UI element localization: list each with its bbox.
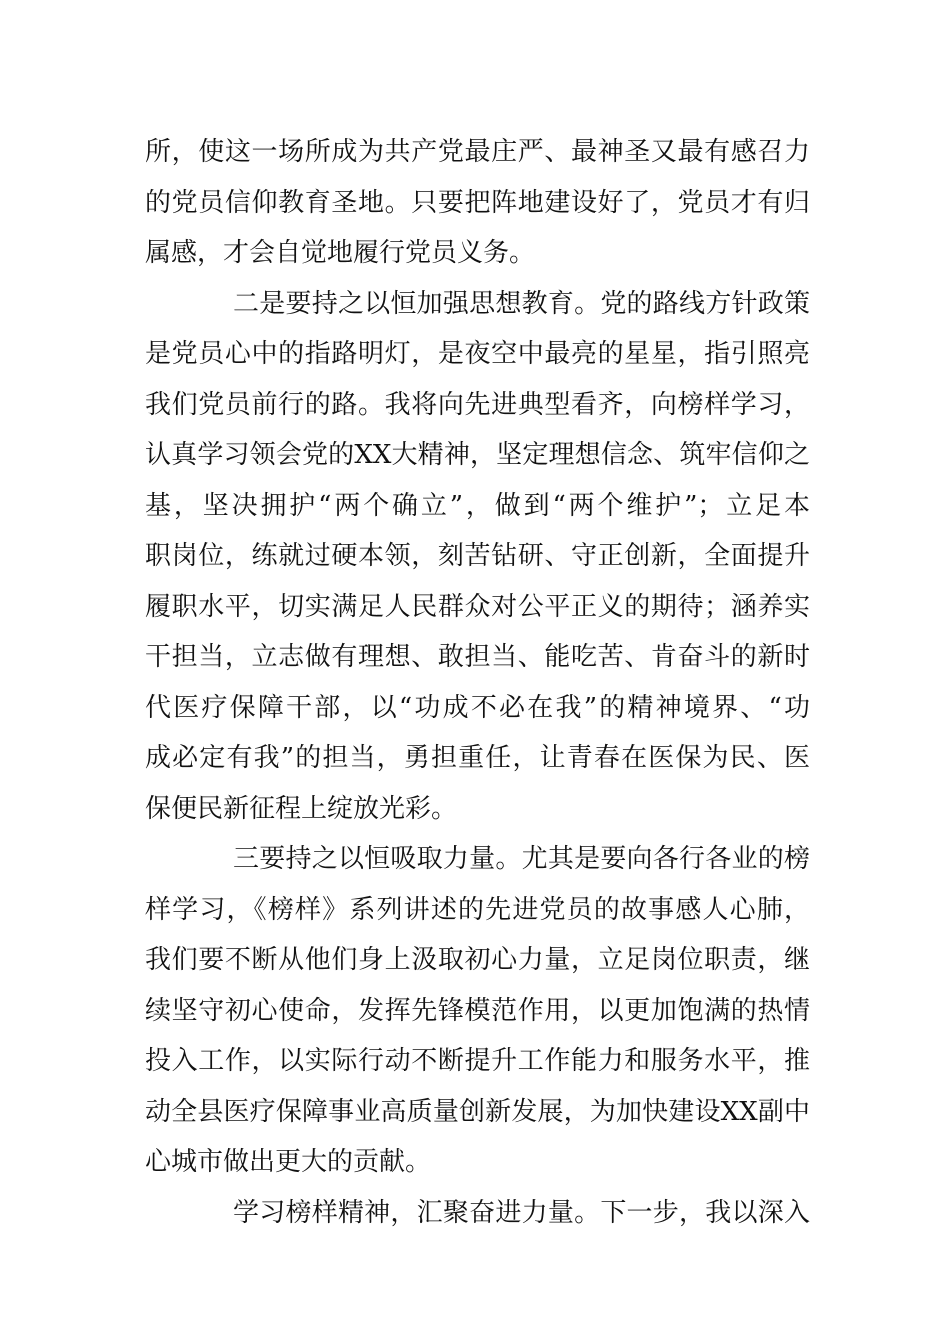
text-line: 学习榜样精神，汇聚奋进力量。下一步，我以深入 <box>233 1197 810 1228</box>
text-line: 成必定有我”的担当，勇担重任，让青春在医保为民、医 <box>145 743 810 773</box>
text-line: 样学习，《榜样》系列讲述的先进党员的故事感人心肺， <box>145 894 810 925</box>
text-line: 所，使这一场所成为共产党最庄严、最神圣又最有感召力 <box>145 137 810 167</box>
text-line: 动全县医疗保障事业高质量创新发展，为加快建设XX副中 <box>145 1096 810 1127</box>
text-line: 代医疗保障干部，以“功成不必在我”的精神境界、“功 <box>145 692 810 723</box>
text-line: 我们党员前行的路。我将向先进典型看齐，向榜样学习， <box>145 389 810 420</box>
text-line: 属感，才会自觉地履行党员义务。 <box>145 238 536 268</box>
text-line: 干担当，立志做有理想、敢担当、能吃苦、肯奋斗的新时 <box>145 642 810 672</box>
text-line: 的党员信仰教育圣地。只要把阵地建设好了，党员才有归 <box>145 187 810 218</box>
text-line: 心城市做出更大的贡献。 <box>145 1147 432 1177</box>
text-line: 保便民新征程上绽放光彩。 <box>145 793 458 824</box>
paragraph-3 <box>145 834 810 1188</box>
text-line: 我们要不断从他们身上汲取初心力量，立足岗位职责，继 <box>145 945 810 975</box>
paragraph-2 <box>145 279 810 835</box>
text-line: 认真学习领会党的XX大精神，坚定理想信念、筑牢信仰之 <box>145 440 810 470</box>
document-body <box>145 127 810 1238</box>
text-line: 职岗位，练就过硬本领，刻苦钻研、守正创新，全面提升 <box>145 541 810 571</box>
text-line: 投入工作，以实际行动不断提升工作能力和服务水平，推 <box>145 1046 810 1076</box>
text-line: 基，坚决拥护“两个确立”，做到“两个维护”；立足本 <box>145 490 810 521</box>
text-line: 二是要持之以恒加强思想教育。党的路线方针政策 <box>233 288 810 319</box>
text-line: 是党员心中的指路明灯，是夜空中最亮的星星，指引照亮 <box>145 339 810 369</box>
text-line: 履职水平，切实满足人民群众对公平正义的期待；涵养实 <box>145 591 810 622</box>
paragraph-1 <box>145 127 810 279</box>
paragraph-4 <box>145 1188 810 1239</box>
text-line: 三要持之以恒吸取力量。尤其是要向各行各业的榜 <box>233 844 810 874</box>
text-line: 续坚守初心使命，发挥先锋模范作用，以更加饱满的热情 <box>145 995 810 1026</box>
